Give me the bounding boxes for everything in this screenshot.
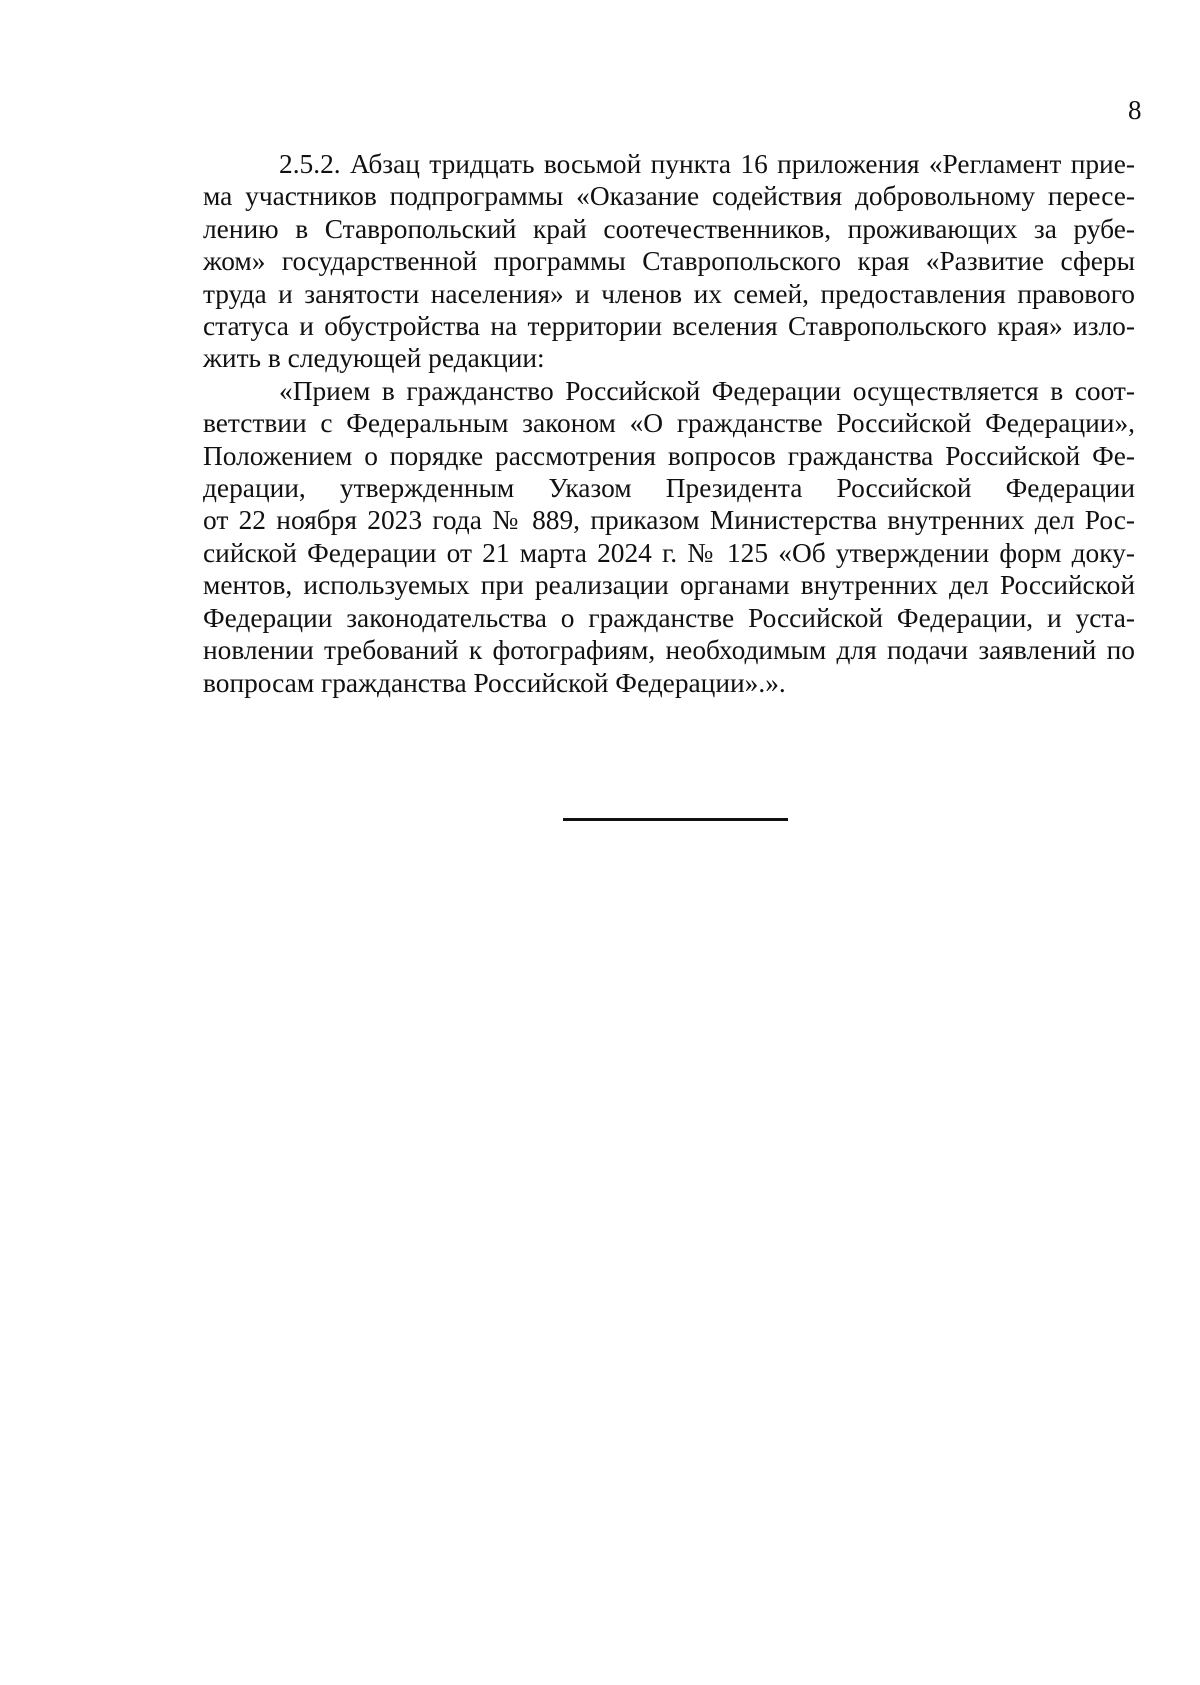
text-line: ветствии с Федеральным законом «О гражданстве Российской Федерации», [203, 408, 1135, 439]
page-number: 8 [1128, 95, 1142, 125]
text-line: Положением о порядке рассмотрения вопросов гражданства Российской Фе- [203, 440, 1135, 471]
text-line: жом» государственной программы Ставропольского края «Развитие сферы [203, 246, 1135, 277]
text-line: 2.5.2. Абзац тридцать восьмой пункта 16 приложения «Регламент прие- [279, 149, 1135, 179]
text-line: новлении требований к фотографиям, необходимым для подачи заявлений по [203, 635, 1135, 666]
text-line: ментов, используемых при реализации органами внутренних дел Российской [203, 570, 1135, 601]
text-line: ма участников подпрограммы «Оказание содействия добровольному пересе- [203, 181, 1135, 212]
text-line: дерации, утвержденным Указом Президента Российской Федерации [203, 473, 1135, 504]
document-body [203, 148, 1135, 699]
text-line: труда и занятости населения» и членов их семей, предоставления правового [203, 278, 1135, 309]
text-line: от 22 ноября 2023 года № 889, приказом Министерства внутренних дел Рос- [203, 505, 1135, 536]
end-of-document-rule [563, 818, 788, 821]
text-line: лению в Ставропольский край соотечественников, проживающих за рубе- [203, 213, 1135, 244]
paragraph-amendment-intro [203, 148, 1135, 375]
text-line: Федерации законодательства о гражданстве Российской Федерации, и уста- [203, 602, 1135, 633]
text-line: статуса и обустройства на территории вселения Ставропольского края» изло- [203, 311, 1135, 342]
paragraph-amendment-text [203, 375, 1135, 699]
text-line: «Прием в гражданство Российской Федерации осуществляется в соот- [279, 375, 1135, 406]
text-line: жить в следующей редакции: [203, 343, 545, 374]
text-line: сийской Федерации от 21 марта 2024 г. № 125 «Об утверждении форм доку- [203, 537, 1135, 568]
text-line: вопросам гражданства Российской Федерации».». [203, 667, 786, 698]
